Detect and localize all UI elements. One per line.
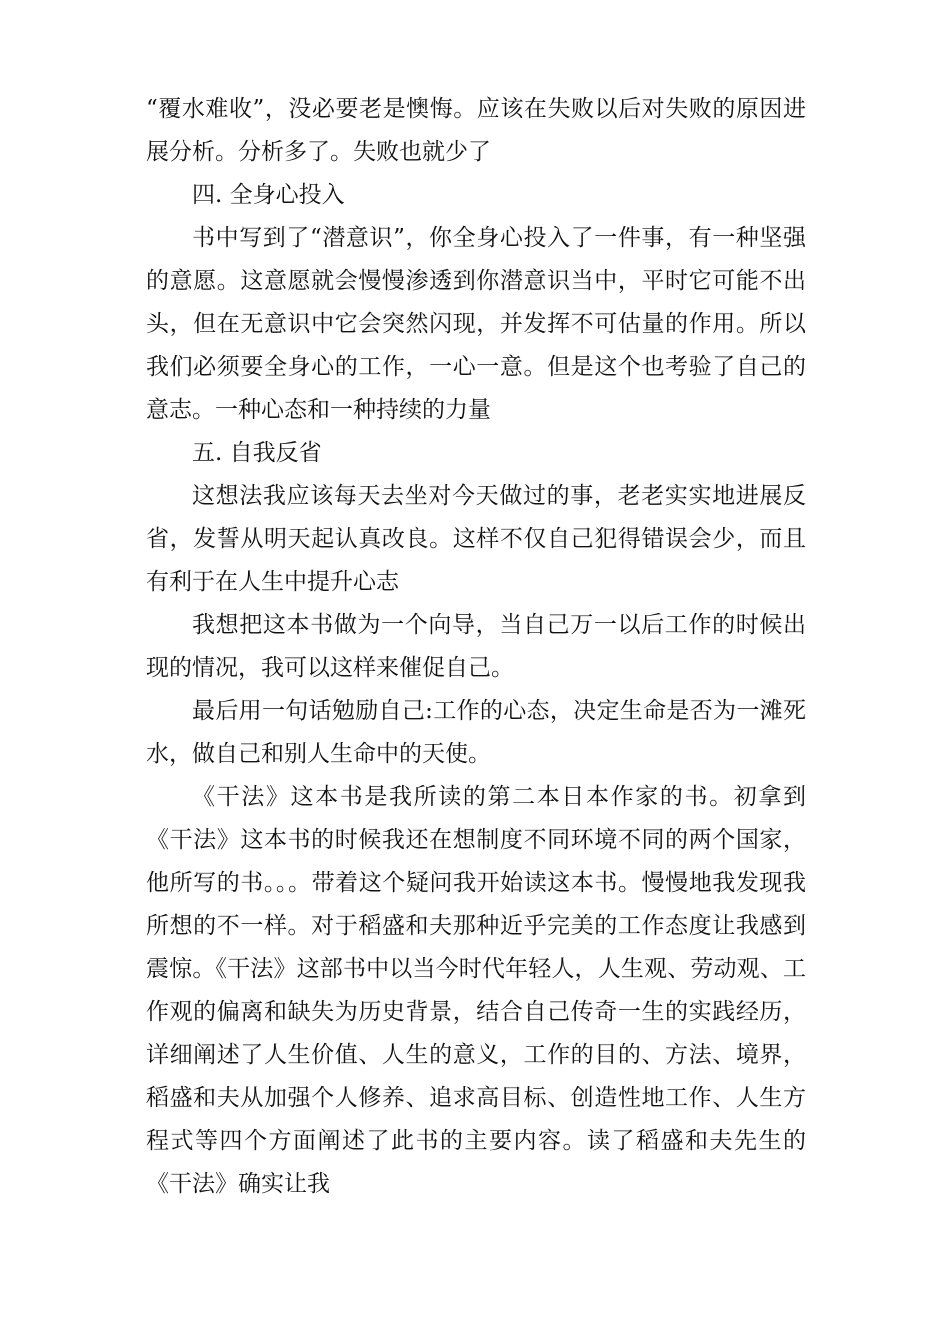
paragraph-reflection: 这想法我应该每天去坐对今天做过的事，老老实实地进展反省，发誓从明天起认真改良。这样不仅自己犯得错误会少，而且有利于在人生中提升心志 [146,483,806,595]
section-heading-5: 五. 自我反省 [192,440,322,466]
paragraph-fushui: “覆水难收”，没必要老是懊悔。应该在失败以后对失败的原因进展分析。分析多了。失败也就少了 [146,96,806,165]
paragraph-ganfa: 《干法》这本书是我所读的第二本日本作家的书。初拿到《干法》这本书的时候我还在想制度不同环境不同的两个国家，他所写的书。。。带着这个疑问我开始读这本书。慢慢地我发现我所想的不一样。对于稻盛和夫那种近乎完美的工作态度让我感到震惊。《干法》这部书中以当今时代年轻人，人生观、劳动观、工作观的偏离和缺失为历史背景，结合自己传奇一生的实践经历，详细阐述了人生价值、人生的意义，工作的目的、方法、境界，稻盛和夫从加强个人修养、追求高目标、创造性地工作、人生方程式等四个方面阐述了此书的主要内容。读了稻盛和夫先生的《干法》确实让我 [146,784,806,1197]
paragraph-motto: 最后用一句话勉励自己:工作的心态，决定生命是否为一滩死水，做自己和别人生命中的天使。 [146,698,806,767]
document-body [146,88,806,1206]
paragraph-guide: 我想把这本书做为一个向导，当自己万一以后工作的时候出现的情况，我可以这样来催促自己。 [146,612,806,681]
section-heading-4: 四. 全身心投入 [192,182,345,208]
paragraph-subconscious: 书中写到了“潜意识”，你全身心投入了一件事，有一种坚强的意愿。这意愿就会慢慢渗透到你潜意识当中，平时它可能不出头，但在无意识中它会突然闪现，并发挥不可估量的作用。所以我们必须要全身心的工作，一心一意。但是这个也考验了自己的意志。一种心态和一种持续的力量 [146,225,806,423]
